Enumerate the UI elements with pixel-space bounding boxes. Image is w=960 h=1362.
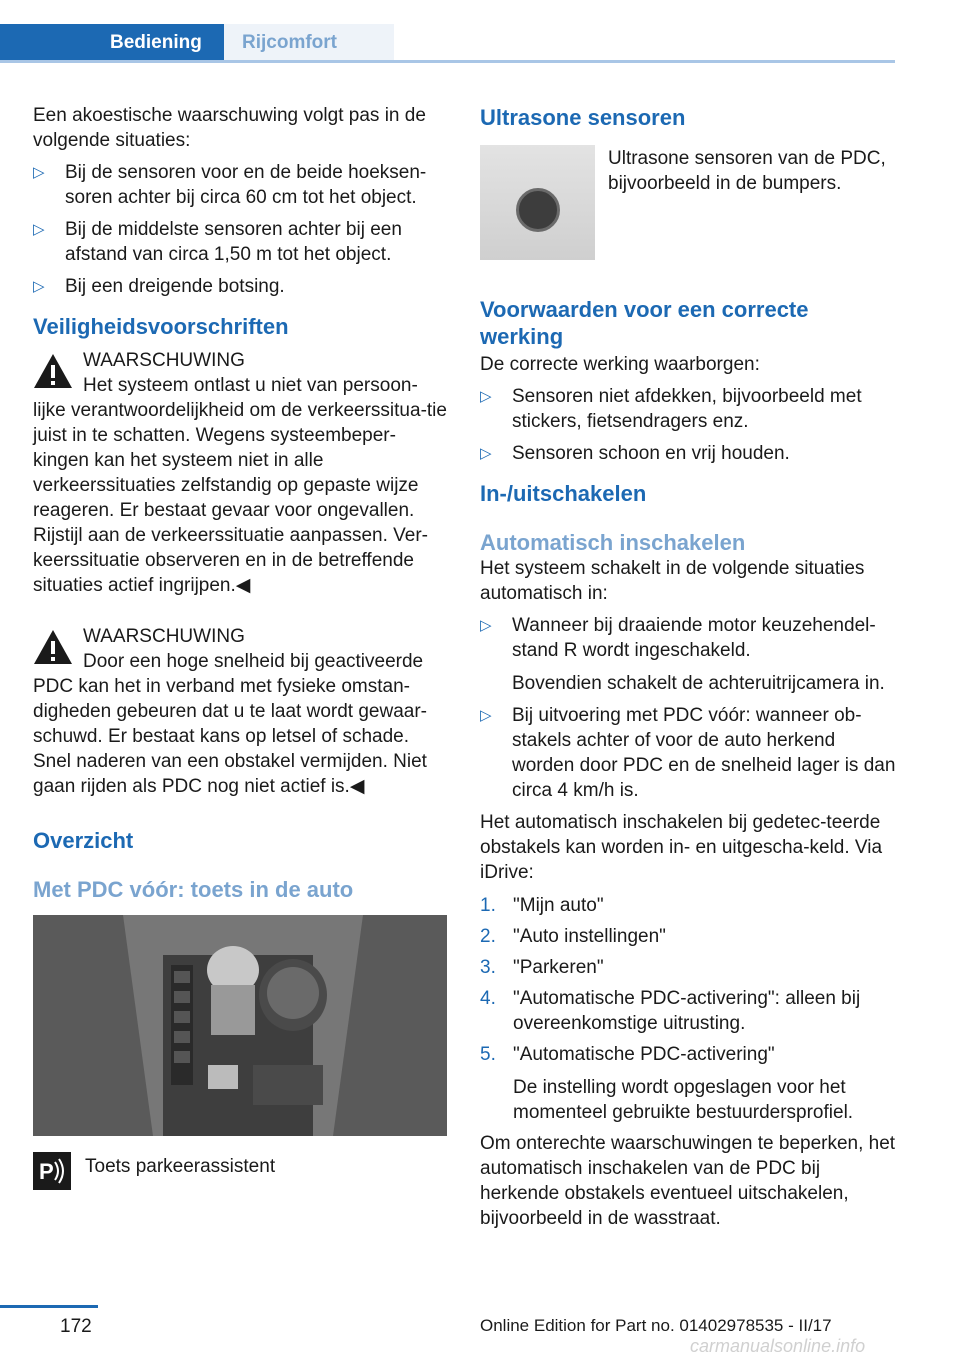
page-number: 172 <box>60 1316 92 1337</box>
tab-rijcomfort[interactable]: Rijcomfort <box>224 24 394 61</box>
warning-situations-list <box>33 160 447 299</box>
list-item: 3. "Parkeren" <box>480 957 604 978</box>
auto-idrive-text: Het automatisch inschakelen bij gedetec‐teerde obstakels kan worden in- en uitgescha‐keld. Via iDrive: <box>480 812 883 883</box>
button-caption: Toets parkeerassistent <box>85 1156 276 1177</box>
warning-body: Het systeem ontlast u niet van persoon‐lijke verantwoordelijkheid om de verkeerssitua‐tie juist in te schatten. Wegens systeembeper‐kingen kan het systeem niet in alle verkeerssituaties zelfstandig op gepaste wijze reageren. Er bestaat gevaar voor ongevallen. Rijstijl aan de verkeerssituatie aanpassen. Ver‐keerssituatie observeren en in de betreffende situaties actief ingrijpen.◀ <box>33 375 447 596</box>
warning-block-1 <box>33 348 447 598</box>
heading-conditions: Voorwaarden voor een correcte werking <box>480 297 809 349</box>
triangle-bullet-icon: ▷ <box>480 388 492 405</box>
list-item: ▷ Sensoren niet afdekken, bijvoorbeeld met stickers, fietsendragers enz. <box>480 386 862 432</box>
closing-paragraph: Om onterechte waarschuwingen te beperken, het automatisch inschakelen van de PDC bij herkende obstakels eventueel uitschakelen, bijvoorbeeld in de wasstraat. <box>480 1133 896 1229</box>
footer-divider <box>0 1305 98 1308</box>
triangle-bullet-icon: ▷ <box>480 445 492 462</box>
warning-triangle-icon <box>33 628 73 666</box>
heading-switch: In-/uitschakelen <box>480 481 647 506</box>
list-item: ▷ Bij de middelste sensoren achter bij een afstand van circa 1,50 m tot het object. <box>33 219 402 265</box>
sensor-description: Ultrasone sensoren van de PDC, bijvoorbeeld in de bumpers. <box>608 148 886 194</box>
triangle-bullet-icon: ▷ <box>33 221 45 238</box>
warning-title: WAARSCHUWING <box>83 350 245 371</box>
list-item: ▷ Bij een dreigende botsing. <box>33 276 285 297</box>
button-caption-row <box>33 1154 447 1184</box>
triangle-bullet-icon: ▷ <box>480 617 492 634</box>
right-column <box>480 103 896 1231</box>
list-item: 1. "Mijn auto" <box>480 895 604 916</box>
edition-note: Online Edition for Part no. 01402978535 - II/17 <box>480 1316 832 1335</box>
list-item-note: De instelling wordt opgeslagen voor het momenteel gebruikte bestuurdersprofiel. <box>513 1077 854 1123</box>
list-item: 5. "Automatische PDC-activering" De instelling wordt opgeslagen voor het momenteel gebruikte bestuurdersprofiel. <box>480 1042 896 1125</box>
triangle-bullet-icon: ▷ <box>480 707 492 724</box>
warning-block-2 <box>33 624 447 799</box>
warning-triangle-icon <box>33 352 73 390</box>
idrive-steps <box>480 893 896 1125</box>
list-item: ▷ Wanneer bij draaiende motor keuzehendel‐stand R wordt ingeschakeld. Bovendien schakelt de achteruitrijcamera in. <box>480 613 896 696</box>
svg-text:P: P <box>39 1159 54 1184</box>
triangle-bullet-icon: ▷ <box>33 278 45 295</box>
list-item: ▷ Sensoren schoon en vrij houden. <box>480 443 790 464</box>
warning-body: Door een hoge snelheid bij geactiveerde PDC kan het in verband met fysieke omstan‐digheden gebeuren dat u te laat wordt gewaar‐schuwd. Er bestaat kans op letsel of schade. Snel naderen van een obstakel vermijden. Niet gaan rijden als PDC nog niet actief is.◀ <box>33 651 427 797</box>
tab-bediening[interactable]: Bediening <box>0 24 224 61</box>
left-column <box>33 103 447 1184</box>
list-item: ▷ Bij de sensoren voor en de beide hoeksen‐soren achter bij circa 60 cm tot het object. <box>33 162 427 208</box>
watermark-text: carmanualsonline.info <box>690 1336 866 1356</box>
header-divider <box>0 60 895 63</box>
list-item-note: Bovendien schakelt de achteruitrijcamera in. <box>512 673 885 694</box>
heading-sensors: Ultrasone sensoren <box>480 105 686 130</box>
conditions-intro: De correcte werking waarborgen: <box>480 354 760 375</box>
center-console-photo <box>33 915 447 1136</box>
conditions-list <box>480 384 896 466</box>
heading-overview: Overzicht <box>33 828 134 853</box>
heading-safety: Veiligheidsvoorschriften <box>33 314 289 339</box>
subheading-auto: Automatisch inschakelen <box>480 530 746 555</box>
list-item: ▷ Bij uitvoering met PDC vóór: wanneer ob‐stakels achter of voor de auto herkend worden door PDC en de snelheid lager is dan circa 4 km/h is. <box>480 705 896 801</box>
sensor-row <box>480 133 896 263</box>
warning-title: WAARSCHUWING <box>83 626 245 647</box>
auto-intro: Het systeem schakelt in de volgende situaties automatisch in: <box>480 558 865 604</box>
page-header <box>0 24 895 62</box>
ultrasonic-sensor-icon <box>516 188 560 232</box>
parking-assist-button-icon <box>33 1152 71 1190</box>
subheading-pdc-button: Met PDC vóór: toets in de auto <box>33 877 354 902</box>
list-item: 2. "Auto instellingen" <box>480 926 666 947</box>
intro-text: Een akoestische waarschuwing volgt pas in de volgende situaties: <box>33 105 426 151</box>
auto-conditions-list <box>480 613 896 803</box>
list-item: 4. "Automatische PDC-activering": alleen bij overeenkomstige uitrusting. <box>480 988 861 1034</box>
triangle-bullet-icon: ▷ <box>33 164 45 181</box>
sensor-image <box>480 145 595 260</box>
